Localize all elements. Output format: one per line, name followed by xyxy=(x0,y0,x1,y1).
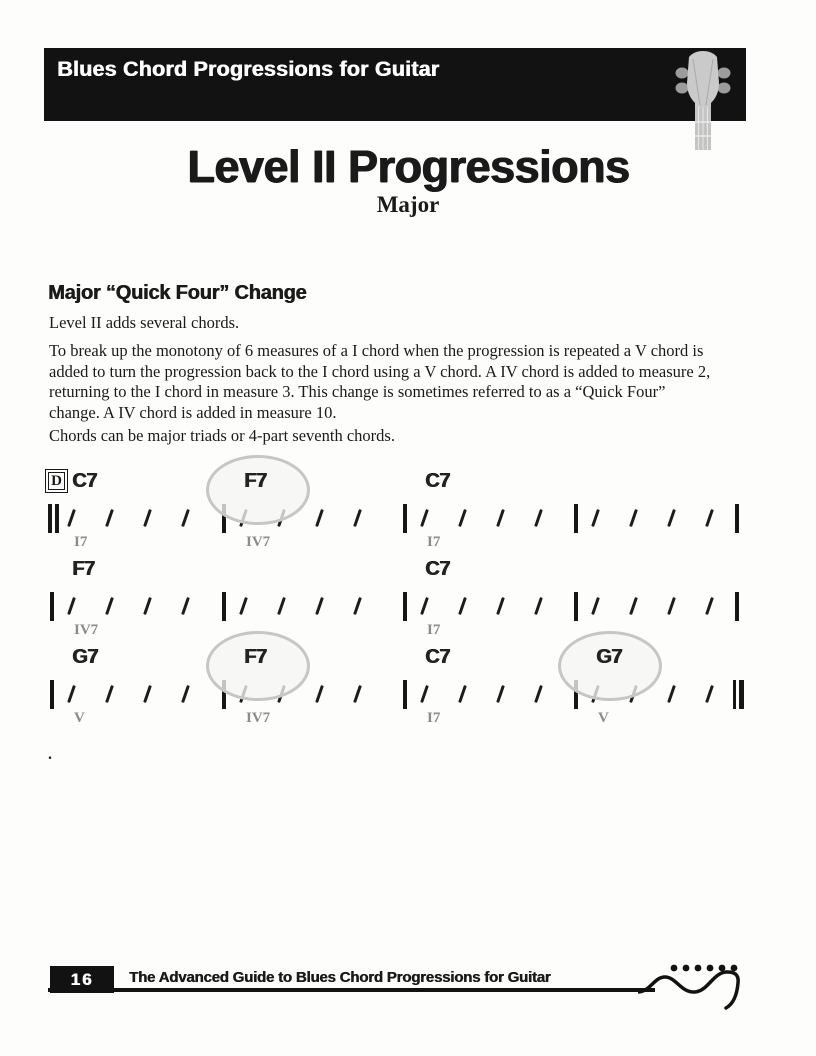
rhythm-slash xyxy=(458,597,467,615)
footer-title: The Advanced Guide to Blues Chord Progressions for Guitar xyxy=(129,969,551,986)
rhythm-slash xyxy=(496,509,505,527)
rhythm-slash xyxy=(67,509,76,527)
rhythm-slash xyxy=(239,597,248,615)
rhythm-slash xyxy=(315,597,324,615)
barline xyxy=(50,592,54,621)
rhythm-slash xyxy=(458,685,467,703)
rhythm-slash xyxy=(667,597,676,615)
rhythm-slash xyxy=(143,685,152,703)
roman-numeral: I7 xyxy=(427,534,441,550)
roman-numeral: I7 xyxy=(427,710,441,726)
rhythm-slash xyxy=(353,509,362,527)
rhythm-slash xyxy=(667,509,676,527)
rhythm-slash xyxy=(420,597,429,615)
roman-numeral: IV7 xyxy=(246,710,271,726)
guitar-body-icon xyxy=(638,952,750,1017)
rhythm-slash xyxy=(105,509,114,527)
stray-period: . xyxy=(48,746,52,763)
rhythm-slash xyxy=(458,509,467,527)
rhythm-slash xyxy=(667,685,676,703)
rhythm-slash xyxy=(591,597,600,615)
chord-label: F7 xyxy=(72,558,95,580)
rehearsal-mark: D xyxy=(48,472,65,490)
barline xyxy=(403,680,407,709)
section-heading: Major “Quick Four” Change xyxy=(48,282,307,304)
page-number: 16 xyxy=(50,966,114,993)
roman-numeral: V xyxy=(74,710,85,726)
barline xyxy=(222,592,226,621)
roman-numeral: IV7 xyxy=(246,534,271,550)
roman-numeral: V xyxy=(598,710,609,726)
rhythm-slash xyxy=(629,509,638,527)
rhythm-slash xyxy=(353,685,362,703)
rhythm-slash xyxy=(420,509,429,527)
barline xyxy=(403,592,407,621)
header-title: Blues Chord Progressions for Guitar xyxy=(57,57,440,81)
paragraph: Level II adds several chords. xyxy=(49,313,240,332)
rhythm-slash xyxy=(705,685,714,703)
roman-numeral: IV7 xyxy=(74,622,99,638)
rhythm-slash xyxy=(315,685,324,703)
barline xyxy=(48,504,52,533)
rhythm-slash xyxy=(181,685,190,703)
barline xyxy=(739,680,744,709)
barline xyxy=(735,504,739,533)
barline xyxy=(733,680,736,709)
roman-numeral: I7 xyxy=(427,622,441,638)
rhythm-slash xyxy=(143,597,152,615)
rhythm-slash xyxy=(67,685,76,703)
rhythm-slash xyxy=(105,685,114,703)
chord-label: C7 xyxy=(425,646,450,668)
rhythm-slash xyxy=(420,685,429,703)
chord-label: G7 xyxy=(596,646,622,668)
roman-numeral: I7 xyxy=(74,534,88,550)
paragraph: Chords can be major triads or 4-part seventh chords. xyxy=(49,426,395,445)
rhythm-slash xyxy=(181,509,190,527)
barline xyxy=(403,504,407,533)
rhythm-slash xyxy=(143,509,152,527)
chord-label: G7 xyxy=(72,646,98,668)
footer-rule xyxy=(48,988,655,992)
rhythm-slash xyxy=(67,597,76,615)
page-title: Level II Progressions xyxy=(186,141,630,192)
rhythm-slash xyxy=(629,597,638,615)
rhythm-slash xyxy=(181,597,190,615)
chord-label: C7 xyxy=(425,558,450,580)
barline xyxy=(50,680,54,709)
rhythm-slash xyxy=(591,509,600,527)
chord-label: C7 xyxy=(425,470,450,492)
rhythm-slash xyxy=(105,597,114,615)
paragraph: To break up the monotony of 6 measures of a I chord when the progression is repeated a V chord is added to turn the progression back to the I chord using a V chord. A IV chord is added to measure 2, returning to the I chord in measure 3. This change is sometimes referred to as a “Quick Four” change. A IV chord is added in measure 10. xyxy=(49,341,711,422)
barline xyxy=(574,592,578,621)
chord-label: C7 xyxy=(72,470,97,492)
barline xyxy=(574,504,578,533)
rhythm-slash xyxy=(315,509,324,527)
rhythm-slash xyxy=(496,685,505,703)
page-subtitle: Major xyxy=(376,192,440,217)
rhythm-slash xyxy=(534,509,543,527)
chord-chart xyxy=(48,455,748,755)
barline xyxy=(735,592,739,621)
chord-label: F7 xyxy=(244,470,267,492)
rhythm-slash xyxy=(705,509,714,527)
rhythm-slash xyxy=(353,597,362,615)
rhythm-slash xyxy=(277,597,286,615)
chord-label: F7 xyxy=(244,646,267,668)
barline xyxy=(55,504,59,533)
rhythm-slash xyxy=(534,597,543,615)
guitar-headstock-icon xyxy=(674,50,732,155)
rhythm-slash xyxy=(705,597,714,615)
rhythm-slash xyxy=(534,685,543,703)
rhythm-slash xyxy=(496,597,505,615)
